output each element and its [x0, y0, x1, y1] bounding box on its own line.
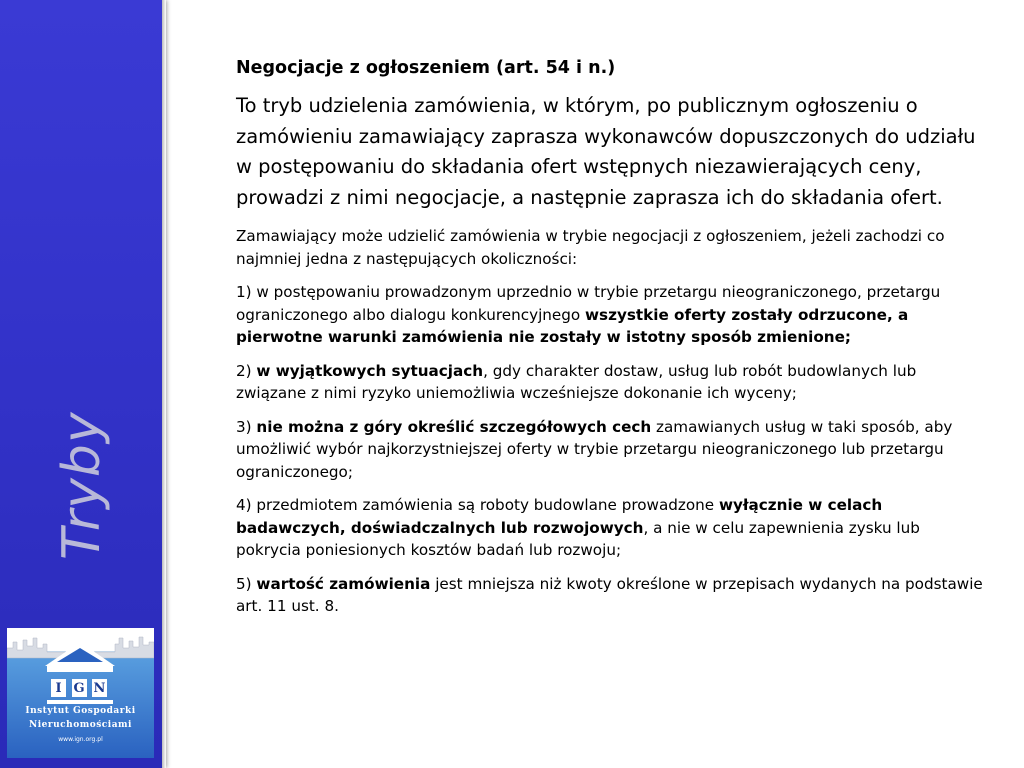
condition-text: 4) przedmiotem zamówienia są roboty budowlane prowadzone	[236, 496, 719, 514]
condition-text: , a nie w celu zapewnienia zysku lub pokrycia poniesionych kosztów badań lub rozwoju;	[236, 518, 920, 559]
condition-item-4	[236, 494, 988, 562]
condition-text: 2)	[236, 361, 257, 380]
logo-letter: G	[73, 680, 85, 696]
sidebar-divider	[162, 0, 166, 768]
condition-item-2	[236, 360, 988, 405]
condition-emphasis: wartość zamówienia	[256, 574, 431, 593]
condition-text: , gdy charakter dostaw, usług lub robót budowlanych lub związane z nimi ryzyko uniemożliwia wcześniejsze dokonanie ich wyceny;	[236, 361, 917, 402]
condition-item-3	[236, 416, 988, 484]
condition-text: 3)	[236, 417, 257, 436]
condition-item-5	[236, 573, 988, 618]
logo-name-line1: Instytut Gospodarki	[25, 706, 136, 716]
slide-content	[236, 55, 988, 629]
condition-text: 5)	[236, 574, 257, 593]
condition-text: 1) w postępowaniu prowadzonym uprzednio w trybie przetargu nieograniczonego, przetargu ograniczonego albo dialogu konkurencyjnego	[236, 283, 941, 324]
logo-letter: N	[93, 680, 106, 696]
logo-name-line2: Nieruchomościami	[29, 720, 132, 730]
slide-section-title: Tryby	[52, 411, 112, 560]
intro-paragraph: Zamawiający może udzielić zamówienia w trybie negocjacji z ogłoszeniem, jeżeli zachodzi co najmniej jedna z następujących okoliczności:	[236, 227, 945, 268]
sidebar-panel	[0, 0, 164, 768]
logo-url: www.ign.org.pl	[58, 736, 103, 743]
logo-letter: I	[51, 679, 66, 697]
slide-heading: Negocjacje z ogłoszeniem (art. 54 i n.)	[236, 58, 616, 78]
ign-logo	[7, 628, 154, 758]
condition-emphasis: wyłącznie w celach badawczych, doświadczalnych lub rozwojowych	[236, 496, 883, 537]
condition-item-1	[236, 281, 988, 349]
condition-emphasis: wszystkie oferty zostały odrzucone, a pierwotne warunki zamówienia nie zostały w istotny sposób zmienione;	[236, 305, 909, 346]
condition-text: zamawianych usług w taki sposób, aby umożliwić wybór najkorzystniejszej oferty w trybie przetargu nieograniczonego lub przetargu ograniczonego;	[236, 417, 953, 481]
definition-paragraph: To tryb udzielenia zamówienia, w którym, po publicznym ogłoszeniu o zamówieniu zamawiający zaprasza wykonawców dopuszczonych do udziału w postępowaniu do składania ofert wstępnych niezawierających ceny, prowadzi z nimi negocjacje, a następnie zaprasza ich do składania ofert.	[236, 94, 976, 209]
condition-emphasis: nie można z góry określić szczegółowych cech	[256, 417, 652, 436]
condition-emphasis: w wyjątkowych sytuacjach	[256, 361, 484, 380]
condition-text: jest mniejsza niż kwoty określone w przepisach wydanych na podstawie art. 11 ust. 8.	[236, 574, 983, 615]
logo-acronym	[51, 679, 107, 699]
